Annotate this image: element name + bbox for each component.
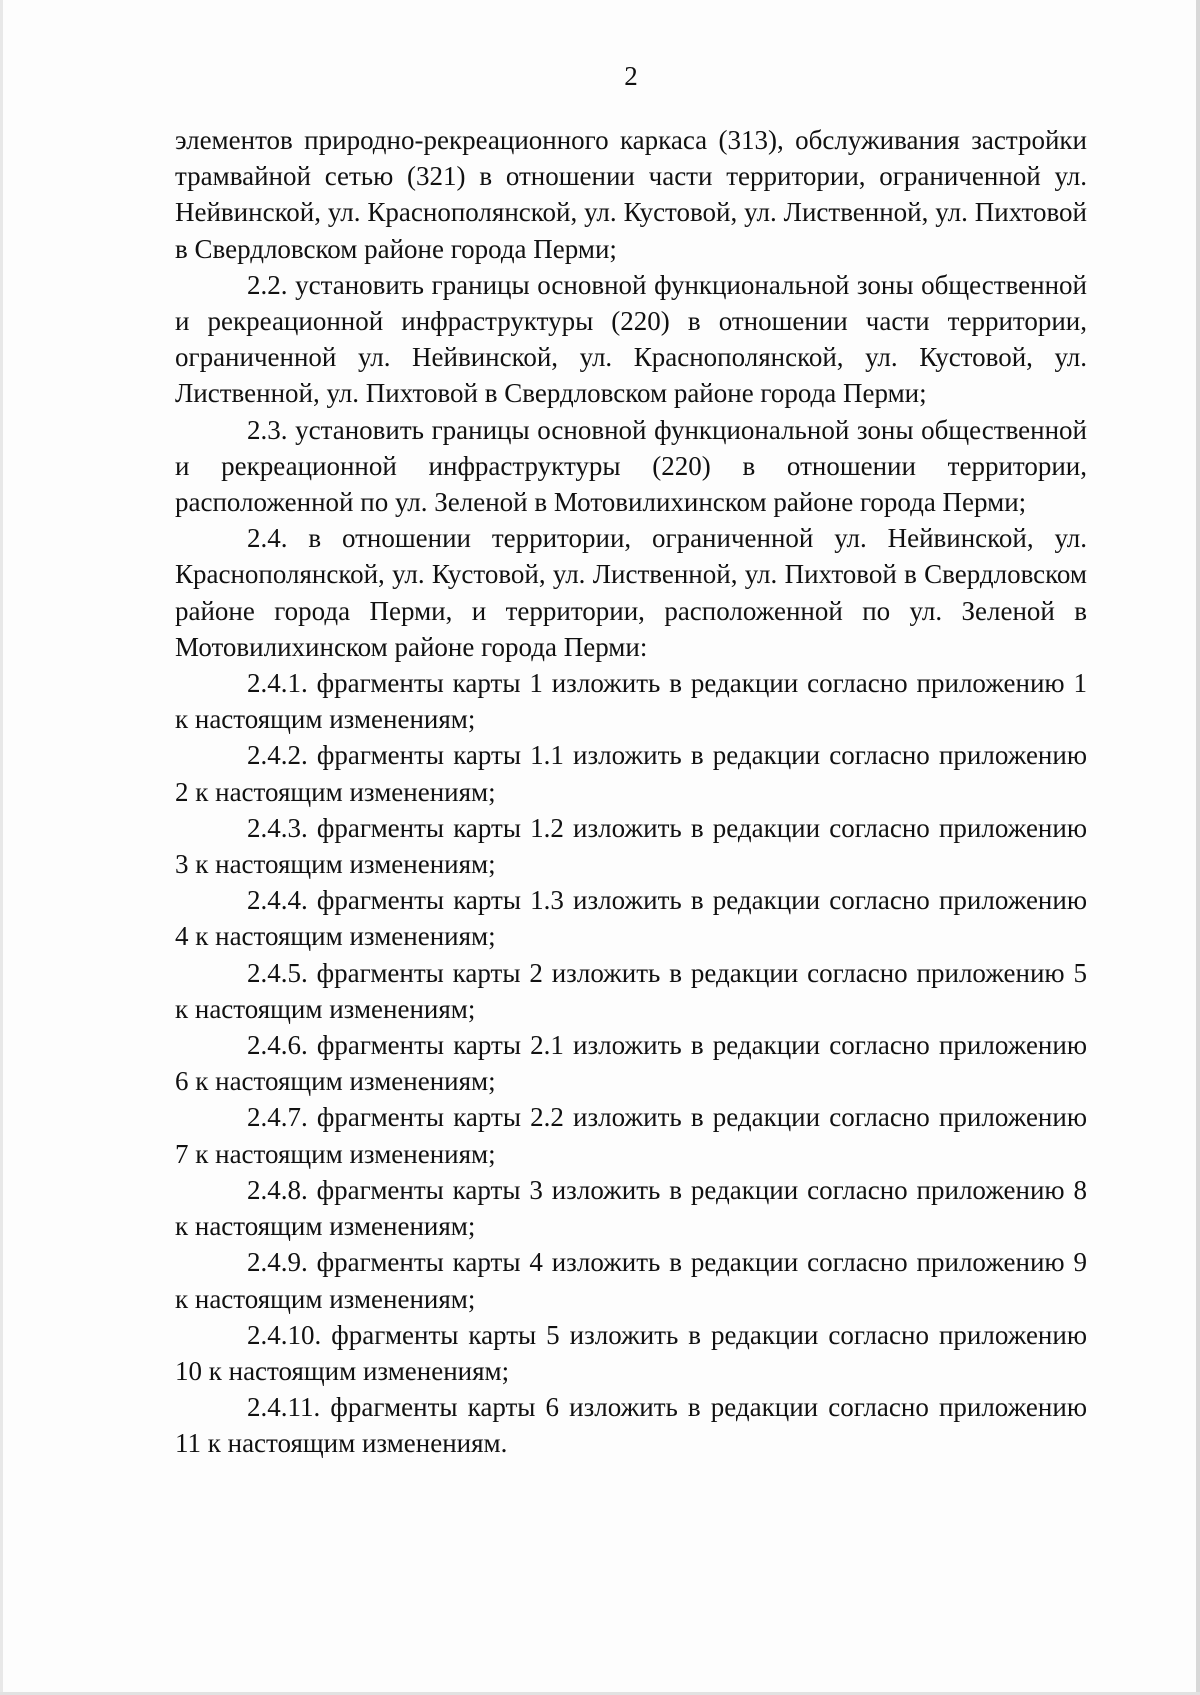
list-item-2-4-3: 2.4.3. фрагменты карты 1.2 изложить в редакции согласно приложению 3 к настоящим изменениям; bbox=[175, 812, 1087, 880]
page-number: 2 bbox=[624, 61, 638, 91]
list-item-2-4-10: 2.4.10. фрагменты карты 5 изложить в редакции согласно приложению 10 к настоящим изменениям; bbox=[175, 1319, 1087, 1386]
list-item-2-4-7: 2.4.7. фрагменты карты 2.2 изложить в редакции согласно приложению 7 к настоящим изменениям; bbox=[175, 1102, 1087, 1169]
list-item-2-4-8: 2.4.8. фрагменты карты 3 изложить в редакции согласно приложению 8 к настоящим изменениям; bbox=[175, 1174, 1087, 1242]
list-item-2-4-1: 2.4.1. фрагменты карты 1 изложить в редакции согласно приложению 1 к настоящим изменениям; bbox=[175, 668, 1087, 735]
list-item-2-4-6: 2.4.6. фрагменты карты 2.1 изложить в редакции согласно приложению 6 к настоящим изменениям; bbox=[175, 1030, 1087, 1097]
scan-edge-right bbox=[1196, 0, 1200, 1695]
list-item-2-4-11: 2.4.11. фрагменты карты 6 изложить в редакции согласно приложению 11 к настоящим изменениям. bbox=[175, 1392, 1087, 1459]
list-item-2-4-2: 2.4.2. фрагменты карты 1.1 изложить в редакции согласно приложению 2 к настоящим изменениям; bbox=[175, 740, 1087, 807]
paragraph-2-2: 2.2. установить границы основной функциональной зоны общественной и рекреационной инфраструктуры (220) в отношении части территории, ограниченной ул. Нейвинской, ул. Краснополянской, ул. Кустовой, ул. Лиственной, ул. Пихтовой в Свердловском районе города Перми; bbox=[175, 269, 1087, 409]
paragraph-2-4: 2.4. в отношении территории, ограниченной ул. Нейвинской, ул. Краснополянской, ул. Кустовой, ул. Лиственной, ул. Пихтовой в Свердловском районе города Перми, и территории, расположенной по ул. Зеленой в Мотовилихинском районе города Перми: bbox=[175, 523, 1087, 662]
document-body bbox=[175, 122, 1087, 1462]
list-item-2-4-5: 2.4.5. фрагменты карты 2 изложить в редакции согласно приложению 5 к настоящим изменениям; bbox=[175, 957, 1087, 1024]
list-item-2-4-9: 2.4.9. фрагменты карты 4 изложить в редакции согласно приложению 9 к настоящим изменениям; bbox=[175, 1247, 1087, 1314]
scan-edge-left bbox=[0, 0, 3, 1695]
paragraph-continuation: элементов природно-рекреационного каркаса (313), обслуживания застройки трамвайной сетью (321) в отношении части территории, ограниченной ул. Нейвинской, ул. Краснополянской, ул. Кустовой, ул. Лиственной, ул. Пихтовой в Свердловском районе города Перми; bbox=[175, 125, 1087, 264]
list-item-2-4-4: 2.4.4. фрагменты карты 1.3 изложить в редакции согласно приложению 4 к настоящим изменениям; bbox=[175, 885, 1087, 952]
paragraph-2-3: 2.3. установить границы основной функциональной зоны общественной и рекреационной инфраструктуры (220) в отношении территории, расположенной по ул. Зеленой в Мотовилихинском районе города Перми; bbox=[175, 414, 1087, 518]
